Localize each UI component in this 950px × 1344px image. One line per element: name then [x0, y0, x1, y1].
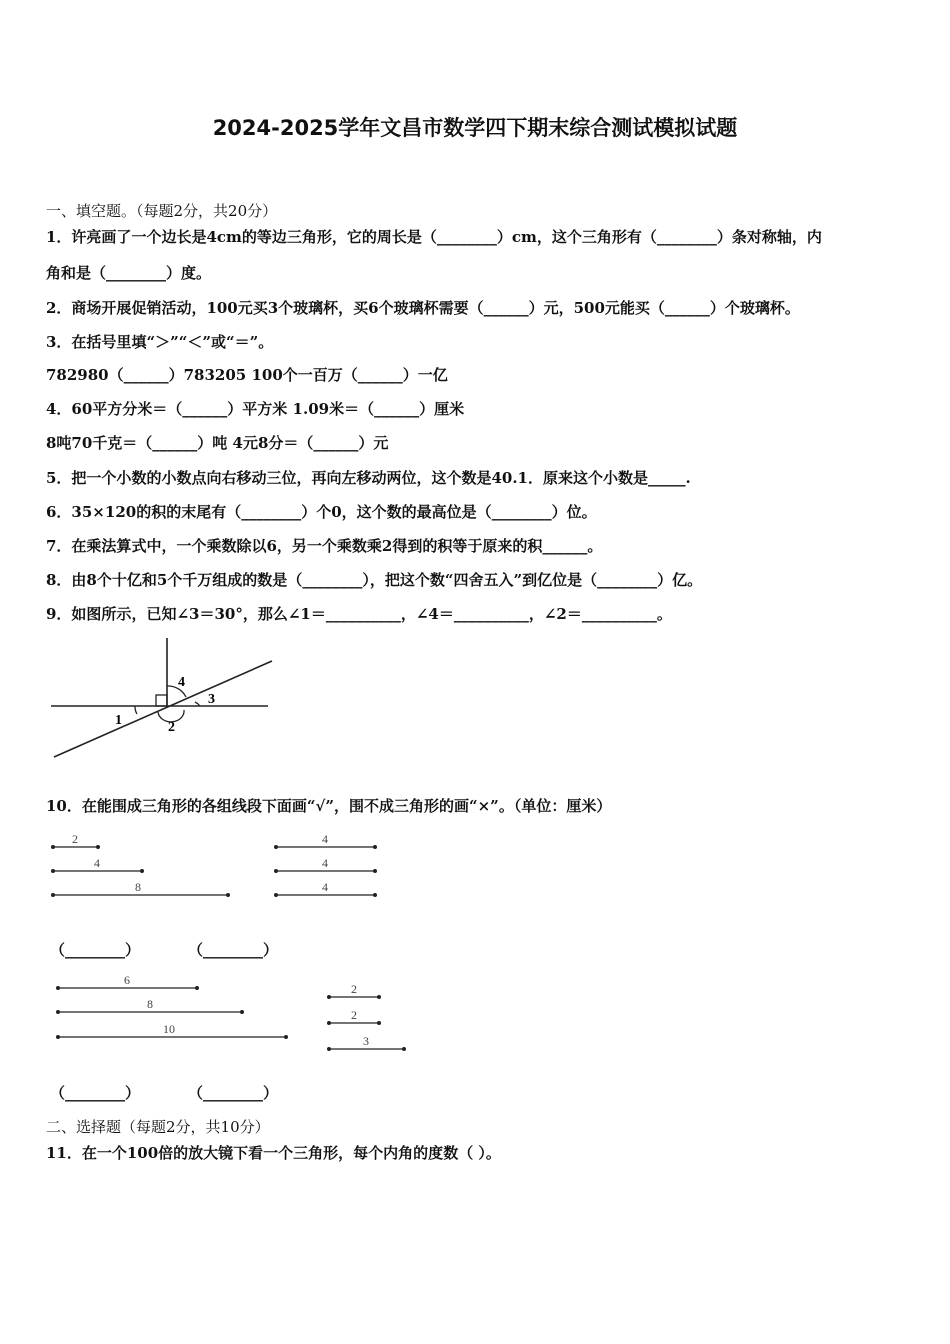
- question-7: 7．在乘法算式中，一个乘数除以6，另一个乘数乘2得到的积等于原来的积______。: [46, 537, 603, 555]
- question-5: 5．把一个小数的小数点向右移动三位，再向左移动两位，这个数是40.1．原来这个小数是_____.: [46, 469, 691, 487]
- question-4-items: 8吨70千克＝（______）吨 4元8分＝（______）元: [46, 434, 389, 452]
- segment-group-4: [322, 978, 417, 1054]
- angle-label-3: 3: [208, 692, 215, 707]
- question-3: 3．在括号里填“＞”“＜”或“＝”。: [46, 333, 274, 351]
- question-1-line-1: 1．许亮画了一个边长是4cm的等边三角形，它的周长是（________）cm，这个三角形有（________）条对称轴，内: [46, 228, 822, 246]
- segment-label: 8: [147, 997, 153, 1011]
- answer-blank-4: （________）: [188, 1084, 279, 1102]
- answer-blank-2: （________）: [188, 941, 279, 959]
- segment-label: 6: [124, 973, 130, 987]
- question-10: 10．在能围成三角形的各组线段下面画“√”，围不成三角形的画“×”。（单位：厘米）: [46, 797, 612, 815]
- segment-label: 2: [72, 832, 78, 846]
- question-1-line-2: 角和是（________）度。: [46, 264, 212, 282]
- section1-heading: 一、填空题。（每题2分，共20分）: [46, 202, 278, 220]
- segment-label: 4: [94, 856, 100, 870]
- question-9: 9．如图所示，已知∠3＝30°，那么∠1＝__________，∠4＝__________，∠2＝__________。: [46, 605, 672, 623]
- segment-label: 4: [322, 832, 328, 846]
- segment-label: 8: [135, 880, 141, 894]
- segment-label: 2: [351, 1008, 357, 1022]
- segment-label: 4: [322, 856, 328, 870]
- segment-label: 10: [163, 1022, 175, 1036]
- question-11: 11．在一个100倍的放大镜下看一个三角形，每个内角的度数（ ）。: [46, 1144, 501, 1162]
- question-6: 6．35×120的积的末尾有（________）个0，这个数的最高位是（________）位。: [46, 503, 597, 521]
- answer-blank-1: （________）: [50, 941, 141, 959]
- segment-label: 2: [351, 982, 357, 996]
- page-title: 2024-2025学年文昌市数学四下期末综合测试模拟试题: [212, 116, 738, 140]
- question-3-items: 782980（______）783205 100个一百万（______）一亿: [46, 366, 448, 384]
- question-4: 4．60平方分米＝（______）平方米 1.09米＝（______）厘米: [46, 400, 465, 418]
- segment-group-3: [50, 970, 300, 1046]
- answer-blank-3: （________）: [50, 1084, 141, 1102]
- angle-figure: [40, 630, 285, 765]
- segment-label: 4: [322, 880, 328, 894]
- segment-group-1: [46, 828, 246, 904]
- question-2: 2．商场开展促销活动，100元买3个玻璃杯，买6个玻璃杯需要（______）元，500元能买（______）个玻璃杯。: [46, 299, 800, 317]
- angle-label-4: 4: [178, 675, 185, 690]
- segment-label: 3: [363, 1034, 369, 1048]
- angle-label-1: 1: [115, 713, 122, 728]
- question-8: 8．由8个十亿和5个千万组成的数是（________），把这个数“四舍五入”到亿位是（________）亿。: [46, 571, 703, 589]
- section2-heading: 二、选择题（每题2分，共10分）: [46, 1118, 270, 1136]
- angle-label-2: 2: [168, 720, 175, 735]
- segment-group-2: [270, 828, 390, 904]
